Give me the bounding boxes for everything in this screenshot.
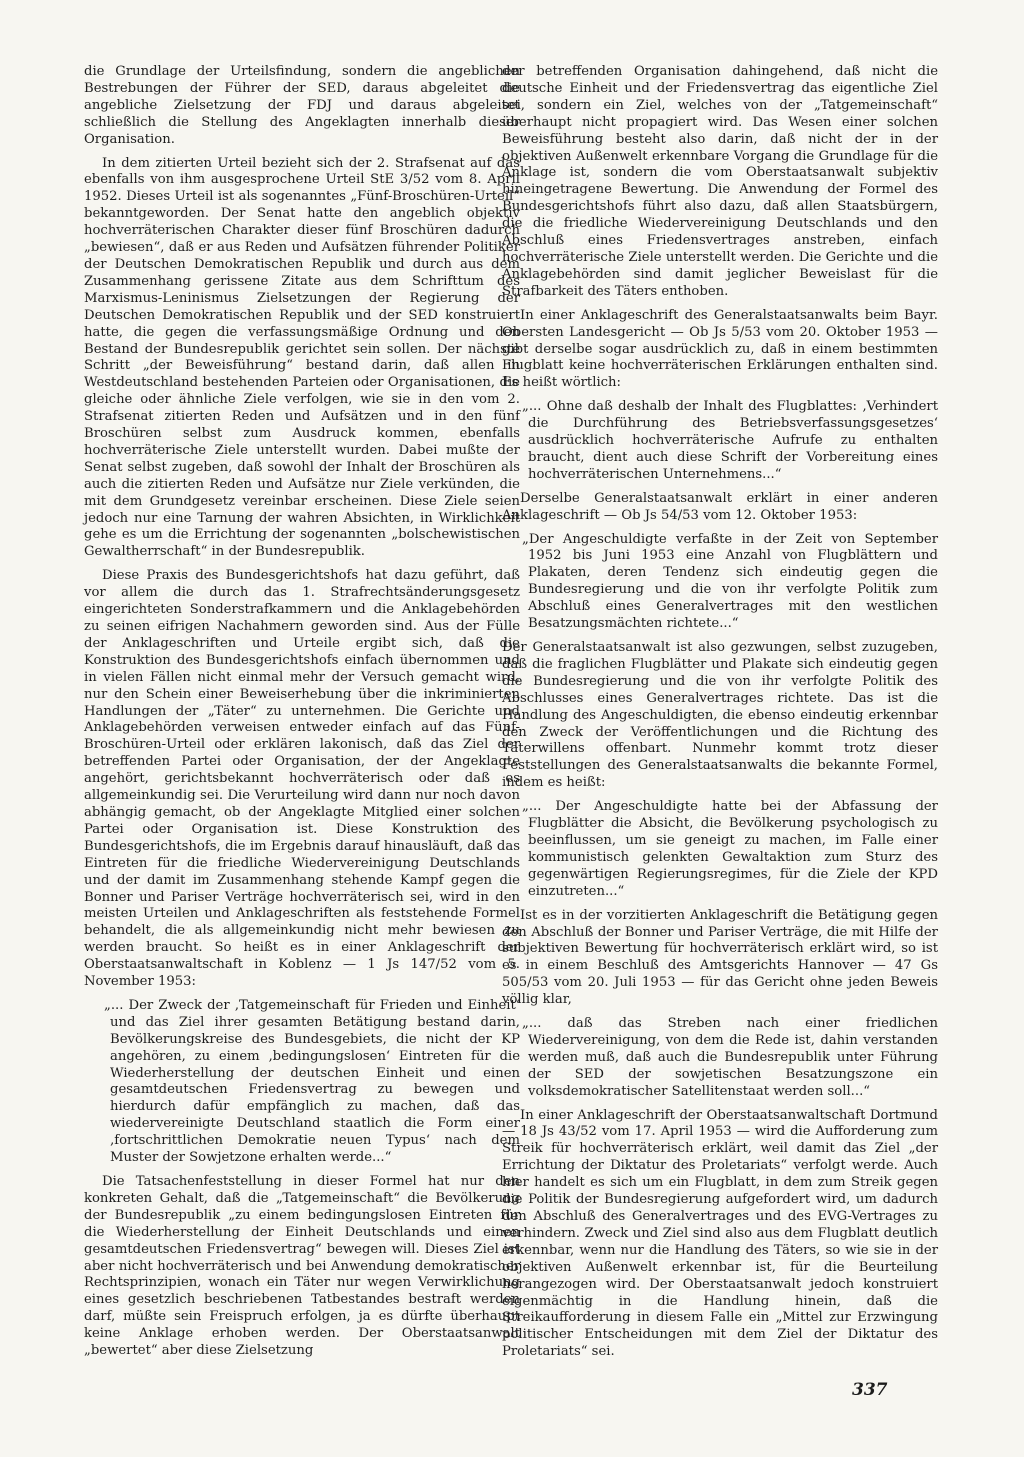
right-text-column (502, 64, 938, 1368)
quotation-block: „... Der Zweck der ‚Tatgemeinschaft für Frieden und Einheit‘ und das Ziel ihrer gesamten Betätigung bestand darin, Bevölkerungskreise des Bundesgebiets, die nicht der KP angehören, zu einem ‚bedingungslosen‘ Eintreten für die Wiederherstellung der deutschen Einheit und einen gesamtdeutschen Friedensvertrag zu bewegen und hierdurch dafür empfänglich zu machen, daß das wiedervereinigte Deutschland staatlich die Form einer ‚fortschrittlichen Demokratie neuen Typus‘ nach dem Muster der Sowjetzone erhalten werde...“ (104, 997, 520, 1166)
paragraph: In dem zitierten Urteil bezieht sich der 2. Strafsenat auf das ebenfalls von ihm ausgesprochene Urteil StE 3/52 vom 8. April 1952. Dieses Urteil ist als sogenanntes „Fünf-Broschüren-Urteil“ bekanntgeworden. Der Senat hatte den angeblich objektiv hochverräterischen Charakter dieser fünf Broschüren dadurch „bewiesen“, daß er aus Reden und Aufsätzen führender Politiker der Deutschen Demokratischen Republik und durch aus dem Zusammenhang gerissene Zitate aus dem Schrifttum des Marxismus-Leninismus Zielsetzungen der Regierung der Deutschen Demokratischen Republik und der SED konstruiert hatte, die gegen die verfassungsmäßige Ordnung und den Bestand der Bundesrepublik gerichtet sein sollen. Der nächste Schritt „der Beweisführung“ bestand darin, daß allen in Westdeutschland bestehenden Parteien oder Organisationen, die gleiche oder ähnliche Ziele verfolgen, wie sie in den vom 2. Strafsenat zitierten Reden und Aufsätzen und in den fünf Broschüren selbst zum Ausdruck kommen, ebenfalls hochverräterische Ziele unterstellt wurden. Dabei mußte der Senat selbst zugeben, daß sowohl der Inhalt der Broschüren als auch die zitierten Reden und Aufsätze nur Ziele verkünden, die mit dem Grundgesetz vereinbar erscheinen. Diese Ziele seien jedoch nur eine Tarnung der wahren Absichten, in Wirklichkeit gehe es um die Errichtung der sogenannten „bolschewistischen Gewaltherrschaft“ in der Bundesrepublik. (84, 155, 520, 560)
quotation-block: „... Ohne daß deshalb der Inhalt des Flugblattes: ‚Verhindert die Durchführung des Betriebsverfassungsgesetzes‘ ausdrücklich hochverräterische Aufrufe zu enthalten braucht, dient auch diese Schrift der Vorbereitung eines hochverräterischen Unternehmens...“ (522, 399, 938, 482)
quotation-block: „... daß das Streben nach einer friedlichen Wiedervereinigung, von dem die Rede ist, dahin verstanden werden muß, daß auch die Bundesrepublik unter Führung der SED der sowjetischen Besatzungszone ein volksdemokratischer Satellitenstaat werden soll...“ (522, 1016, 938, 1099)
paragraph: Die Tatsachenfeststellung in dieser Formel hat nur den konkreten Gehalt, daß die „Tatgemeinschaft“ die Bevölkerung der Bundesrepublik „zu einem bedingungslosen Eintreten für die Wiederherstellung der Einheit Deutschlands und einen gesamtdeutschen Friedensvertrag“ bewegen will. Dieses Ziel ist aber nicht hochverräterisch und bei Anwendung demokratischer Rechtsprinzipien, wonach ein Täter nur wegen Verwirklichung eines gesetzlich beschriebenen Tatbestandes bestraft werden darf, müßte sein Freispruch erfolgen, ja es dürfte überhaupt keine Anklage erhoben werden. Der Oberstaatsanwalt „bewertet“ aber diese Zielsetzung (84, 1174, 520, 1359)
paragraph: Diese Praxis des Bundesgerichtshofs hat dazu geführt, daß vor allem die durch das 1. Strafrechtsänderungsgesetz eingerichteten Sonderstrafkammern und die Anklagebehörden zu seinen eifrigen Nachahmern geworden sind. Aus der Fülle der Anklageschriften und Urteile ergibt sich, daß die Konstruktion des Bundesgerichtshofs einfach übernommen und in vielen Fällen nicht einmal mehr der Versuch gemacht wird, nur den Schein einer Beweiserhebung über die inkriminierten Handlungen der „Täter“ zu unternehmen. Die Gerichte und Anklagebehörden verweisen entweder einfach auf das Fünf-Broschüren-Urteil oder erklären lakonisch, daß das Ziel der betreffenden Partei oder Organisation, der der Angeklagte angehört, gerichtsbekannt hochverräterisch oder daß es allgemeinkundig sei. Die Verurteilung wird dann nur noch davon abhängig gemacht, ob der Angeklagte Mitglied einer solchen Partei oder Organisation ist. Diese Konstruktion des Bundesgerichtshofs, die im Ergebnis darauf hinausläuft, daß das Eintreten für die friedliche Wiedervereinigung Deutschlands und der damit im Zusammenhang stehende Kampf gegen die Bonner und Pariser Verträge hochverräterisch sei, wird in den meisten Urteilen und Anklageschriften als feststehende Formel behandelt, die als allgemeinkundig nicht mehr bewiesen zu werden braucht. So heißt es in einer Anklageschrift der Oberstaatsanwaltschaft in Koblenz — 1 Js 147/52 vom 5. November 1953: (84, 568, 520, 990)
paragraph: der betreffenden Organisation dahingehend, daß nicht die deutsche Einheit und der Friedensvertrag das eigentliche Ziel sei, sondern ein Ziel, welches von der „Tatgemeinschaft“ überhaupt nicht propagiert wird. Das Wesen einer solchen Beweisführung besteht also darin, daß nicht der in der objektiven Außenwelt erkennbare Vorgang die Grundlage für die Anklage ist, sondern die vom Oberstaatsanwalt subjektiv hineingetragene Bewertung. Die Anwendung der Formel des Bundesgerichtshofs führt also dazu, daß allen Staatsbürgern, die die friedliche Wiedervereinigung Deutschlands und den Abschluß eines Friedensvertrages anstreben, einfach hochverräterische Ziele unterstellt werden. Die Gerichte und die Anklagebehörden sind damit jeglicher Beweislast für die Strafbarkeit des Täters enthoben. (502, 64, 938, 299)
paragraph: die Grundlage der Urteilsfindung, sondern die angeblichen Bestrebungen der Führer der SED, daraus abgeleitet die angebliche Zielsetzung der FDJ und daraus abgeleitet schließlich die Stellung des Angeklagten innerhalb dieser Organisation. (84, 64, 520, 147)
page-number: 337 (852, 1380, 888, 1400)
quotation-block: „... Der Angeschuldigte hatte bei der Abfassung der Flugblätter die Absicht, die Bevölkerung psychologisch zu beeinflussen, um sie geneigt zu machen, im Falle einer kommunistisch gelenkten Gewaltaktion zum Sturz des gegenwärtigen Regierungsregimes, für die Ziele der KPD einzutreten...“ (522, 799, 938, 899)
paragraph: In einer Anklageschrift der Oberstaatsanwaltschaft Dortmund — 18 Js 43/52 vom 17. April 1953 — wird die Aufforderung zum Streik für hochverräterisch erklärt, weil damit das Ziel „der Errichtung der Diktatur des Proletariats“ verfolgt werde. Auch hier handelt es sich um ein Flugblatt, in dem zum Streik gegen die Politik der Bundesregierung aufgefordert wird, um dadurch den Abschluß des Generalvertrages und des EVG-Vertrages zu verhindern. Zweck und Ziel sind also aus dem Flugblatt deutlich erkennbar, wenn nur die Handlung des Täters, so wie sie in der objektiven Außenwelt erkennbar ist, für die Beurteilung herangezogen wird. Der Oberstaatsanwalt jedoch konstruiert eigenmächtig in die Handlung hinein, daß die Streikaufforderung in diesem Falle ein „Mittel zur Erzwingung politischer Entscheidungen mit dem Ziel der Diktatur des Proletariats“ sei. (502, 1107, 938, 1360)
left-text-column (84, 64, 520, 1367)
paragraph: Der Generalstaatsanwalt ist also gezwungen, selbst zuzugeben, daß die fraglichen Flugblätter und Plakate sich eindeutig gegen die Bundesregierung und die von ihr verfolgte Politik des Abschlusses eines Generalvertrages richtete. Das ist die Handlung des Angeschuldigten, die ebenso eindeutig erkennbar den Zweck der Veröffentlichungen und die Richtung des Täterwillens offenbart. Nunmehr kommt trotz dieser Feststellungen des Generalstaatsanwalts die bekannte Formel, indem es heißt: (502, 640, 938, 791)
paragraph: Derselbe Generalstaatsanwalt erklärt in einer anderen Anklageschrift — Ob Js 54/53 vom 12. Oktober 1953: (502, 490, 938, 523)
paragraph: In einer Anklageschrift des Generalstaatsanwalts beim Bayr. Obersten Landesgericht — Ob Js 5/53 vom 20. Oktober 1953 — gibt derselbe sogar ausdrücklich zu, daß in einem bestimmten Flugblatt keine hochverräterischen Erklärungen enthalten sind. Es heißt wörtlich: (502, 307, 938, 391)
paragraph: Ist es in der vorzitierten Anklageschrift die Betätigung gegen den Abschluß der Bonner und Pariser Verträge, die mit Hilfe der subjektiven Bewertung für hochverräterisch erklärt wird, so ist es in einem Beschluß des Amtsgerichts Hannover — 47 Gs 505/53 vom 20. Juli 1953 — für das Gericht ohne jeden Beweis völlig klar, (502, 907, 938, 1008)
quotation-block: „Der Angeschuldigte verfaßte in der Zeit von September 1952 bis Juni 1953 eine Anzahl von Flugblättern und Plakaten, deren Tendenz sich eindeutig gegen die Bundesregierung und die von ihr verfolgte Politik zum Abschluß eines Generalvertrages mit den westlichen Besatzungsmächten richtete...“ (522, 531, 938, 632)
